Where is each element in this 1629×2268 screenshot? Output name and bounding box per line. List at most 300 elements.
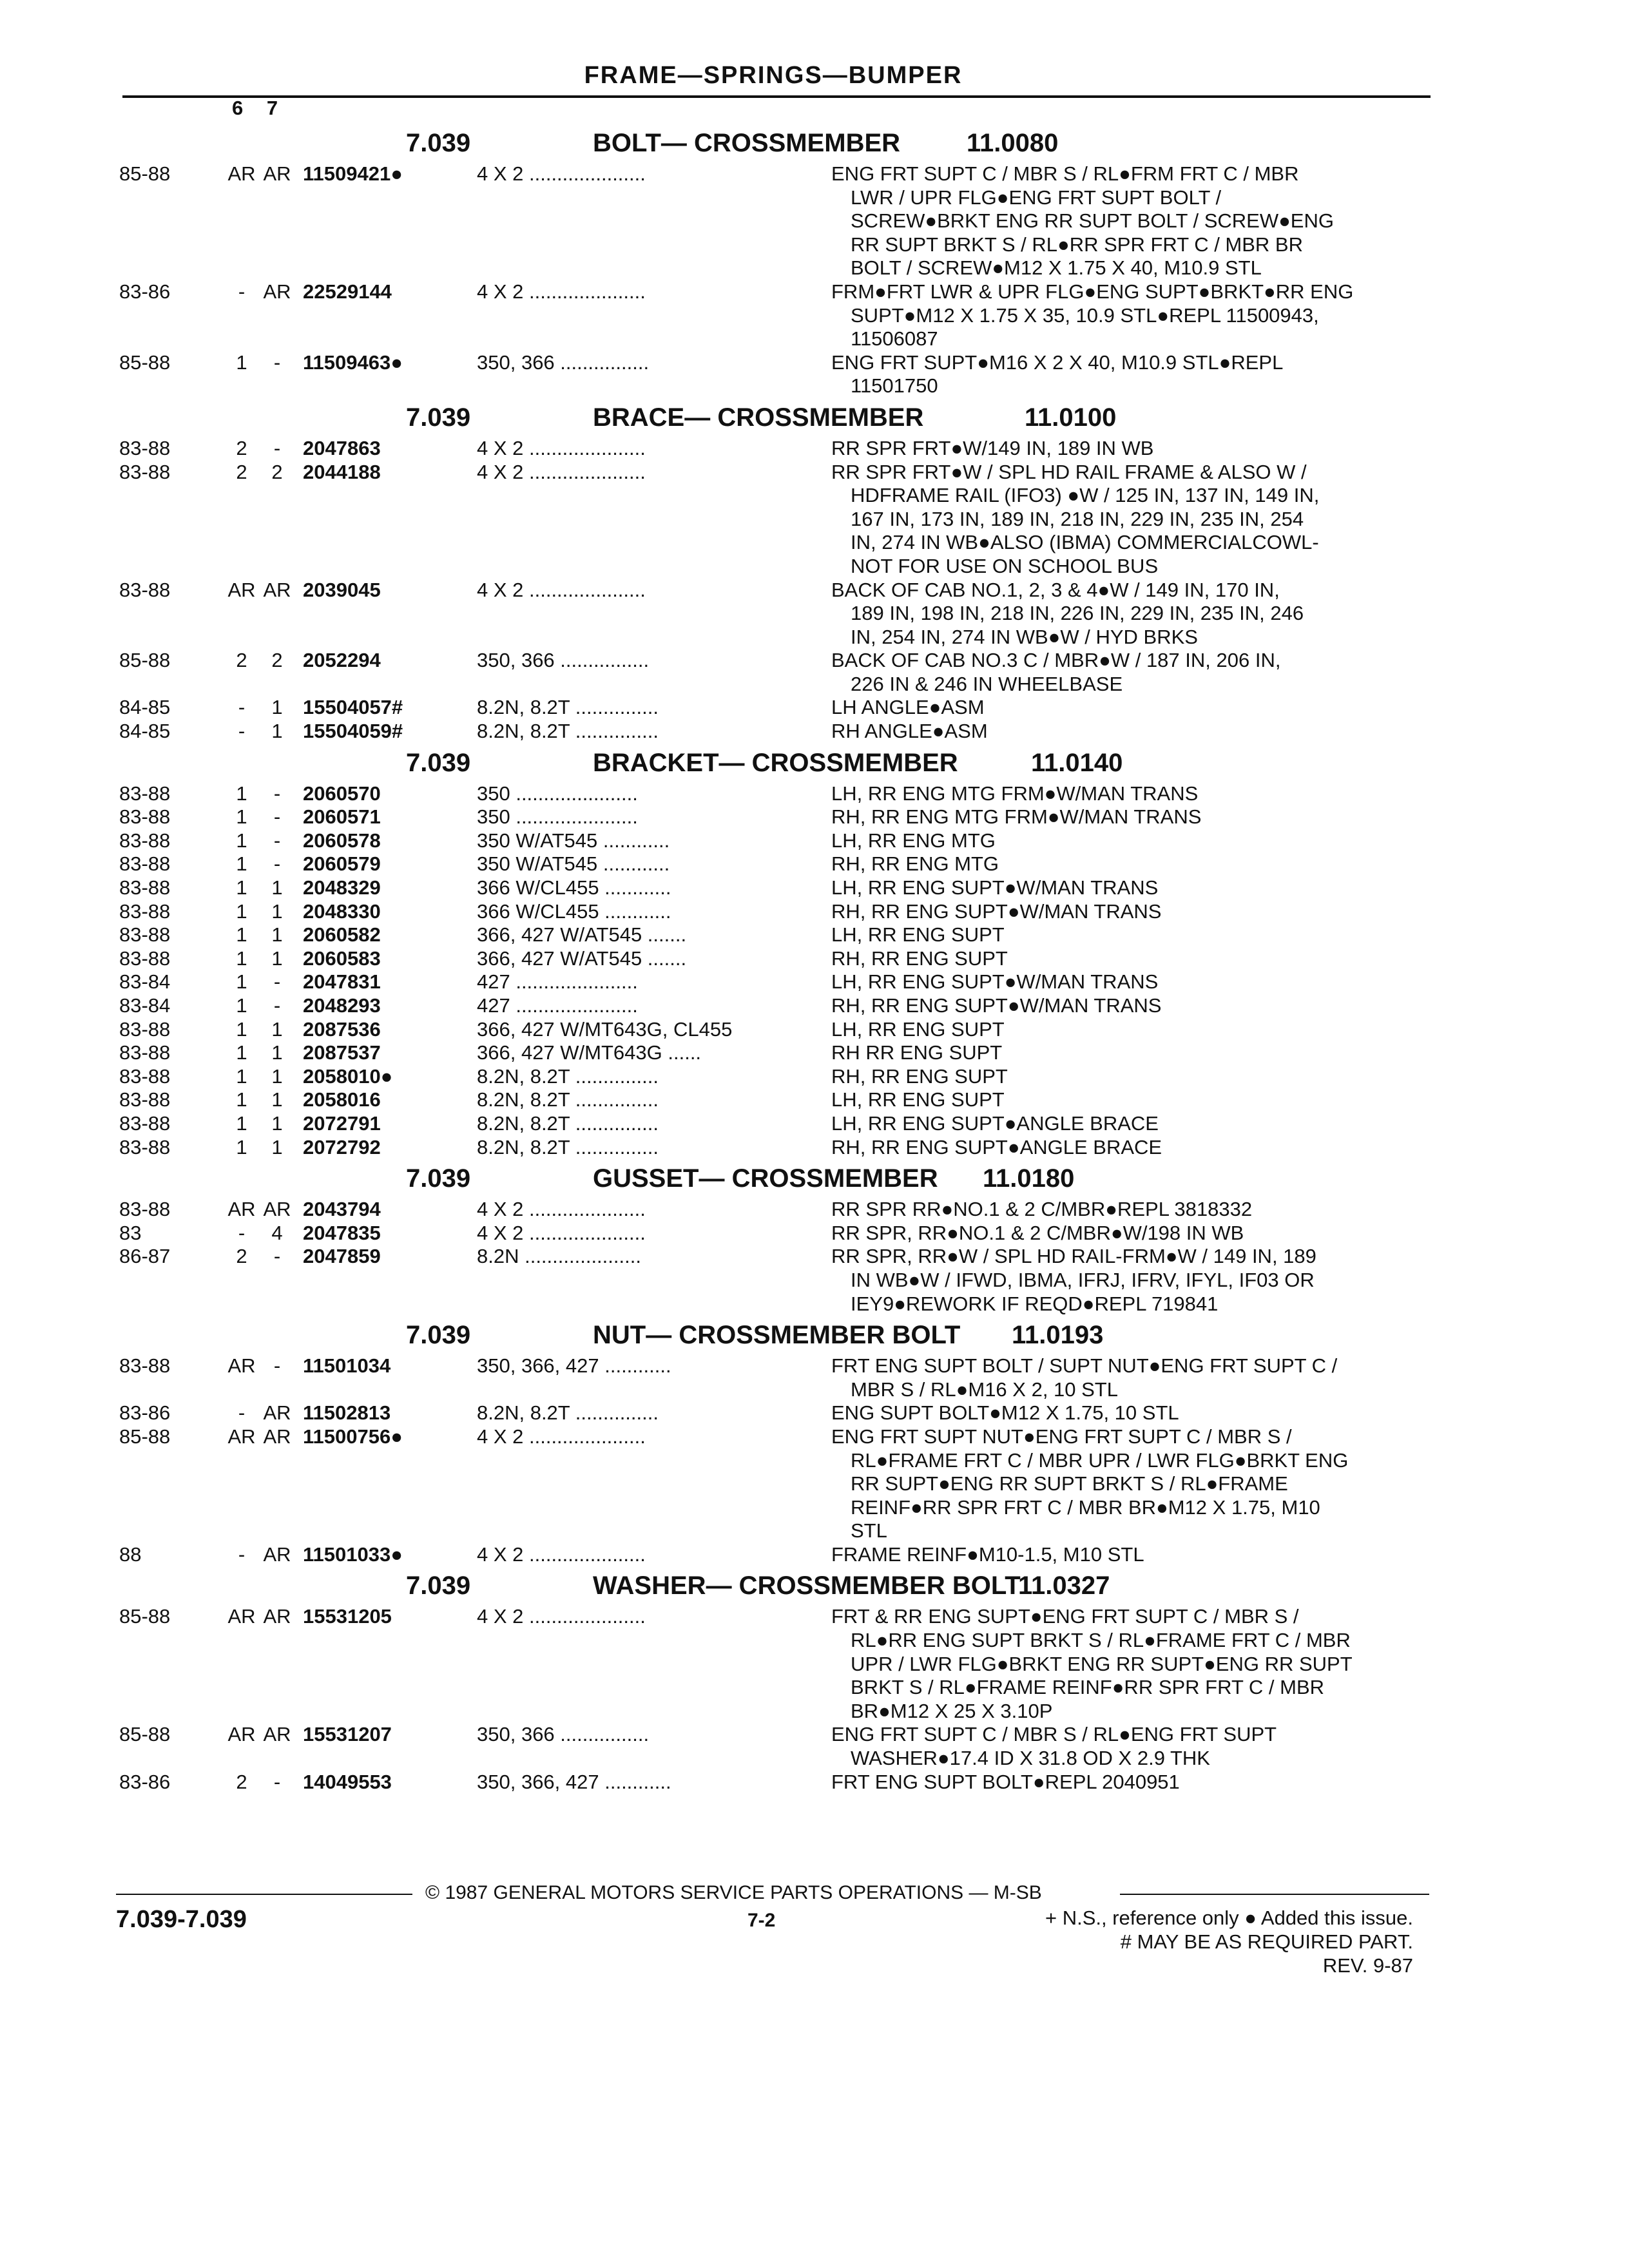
description bbox=[831, 829, 1450, 853]
part-number: 2087537 bbox=[303, 1041, 381, 1064]
part-row bbox=[0, 720, 1629, 744]
description bbox=[831, 994, 1450, 1018]
part-number: 15531207 bbox=[303, 1723, 392, 1746]
description-line: HDFRAME RAIL (IFO3) ●W / 125 IN, 137 IN, 149 IN, bbox=[851, 484, 1320, 507]
description-line: BOLT / SCREW●M12 X 1.75 X 40, M10.9 STL bbox=[851, 256, 1262, 280]
qty-series-7: 1 bbox=[271, 1111, 283, 1135]
description-line: NOT FOR USE ON SCHOOL BUS bbox=[851, 554, 1159, 577]
description-line: LH, RR ENG MTG FRM●W/MAN TRANS bbox=[831, 782, 1199, 805]
application: 366, 427 W/AT545 ....... bbox=[477, 923, 687, 947]
part-row bbox=[0, 1065, 1629, 1089]
description bbox=[831, 805, 1450, 829]
qty-series-7: AR bbox=[263, 1605, 291, 1628]
parts-list bbox=[0, 124, 1629, 1794]
qty-series-6: - bbox=[238, 1542, 246, 1566]
description-line: LH, RR ENG SUPT bbox=[831, 1017, 1005, 1041]
qty-series-7: AR bbox=[263, 578, 291, 601]
description-line: BACK OF CAB NO.1, 2, 3 & 4●W / 149 IN, 170 IN, bbox=[831, 578, 1280, 601]
description-line: RH, RR ENG SUPT●W/MAN TRANS bbox=[831, 899, 1162, 923]
part-row bbox=[0, 1723, 1629, 1770]
section-name: BRACKET— CROSSMEMBER bbox=[593, 748, 958, 777]
qty-series-7: 1 bbox=[271, 899, 283, 923]
footer-rule-left bbox=[116, 1894, 412, 1895]
qty-series-7: AR bbox=[263, 1198, 291, 1221]
application: 366, 427 W/AT545 ....... bbox=[477, 947, 687, 970]
part-number: 2048293 bbox=[303, 994, 381, 1017]
model-years: 83-88 bbox=[119, 1041, 171, 1064]
description-line: RR SPR, RR●W / SPL HD RAIL-FRM●W / 149 IN, 189 bbox=[831, 1245, 1316, 1268]
part-row bbox=[0, 1245, 1629, 1316]
description bbox=[831, 1401, 1450, 1425]
part-number: 2047863 bbox=[303, 436, 381, 459]
description bbox=[831, 947, 1450, 971]
part-row bbox=[0, 437, 1629, 461]
description-line: REINF●RR SPR FRT C / MBR BR●M12 X 1.75, M10 bbox=[851, 1495, 1320, 1519]
part-row bbox=[0, 947, 1629, 971]
description-line: IN, 254 IN, 274 IN WB●W / HYD BRKS bbox=[851, 625, 1198, 648]
qty-series-7: - bbox=[273, 829, 281, 852]
description-line: RR SUPT BRKT S / RL●RR SPR FRT C / MBR BR bbox=[851, 233, 1303, 256]
model-years: 83-88 bbox=[119, 923, 171, 947]
qty-series-7: - bbox=[273, 805, 281, 829]
model-years: 83-88 bbox=[119, 1135, 171, 1158]
part-number: 2060571 bbox=[303, 805, 381, 829]
model-years: 83-88 bbox=[119, 460, 171, 483]
qty-series-7: AR bbox=[263, 1542, 291, 1566]
description-line: LH, RR ENG MTG bbox=[831, 829, 996, 852]
qty-series-6: 2 bbox=[236, 436, 247, 459]
description bbox=[831, 876, 1450, 900]
qty-series-6: - bbox=[238, 280, 246, 303]
application: 350, 366 ................ bbox=[477, 1723, 650, 1746]
part-number: 2060570 bbox=[303, 782, 381, 805]
application: 4 X 2 ..................... bbox=[477, 1198, 646, 1221]
qty-series-7: - bbox=[273, 782, 281, 805]
part-row bbox=[0, 649, 1629, 696]
model-years: 83 bbox=[119, 1221, 142, 1244]
section-name: WASHER— CROSSMEMBER BOLT bbox=[593, 1571, 1021, 1600]
qty-series-6: 1 bbox=[236, 876, 247, 899]
application: 4 X 2 ..................... bbox=[477, 1605, 646, 1628]
qty-series-6: 2 bbox=[236, 1245, 247, 1268]
qty-series-7: - bbox=[273, 970, 281, 994]
section-name: NUT— CROSSMEMBER BOLT bbox=[593, 1321, 961, 1350]
description-line: 189 IN, 198 IN, 218 IN, 226 IN, 229 IN, 235 IN, 246 bbox=[851, 602, 1304, 625]
section-header bbox=[0, 1318, 1629, 1354]
description bbox=[831, 162, 1450, 280]
model-years: 83-88 bbox=[119, 829, 171, 852]
description-line: 11506087 bbox=[851, 327, 938, 351]
application: 350, 366, 427 ............ bbox=[477, 1770, 671, 1793]
part-number: 2039045 bbox=[303, 578, 381, 601]
qty-series-7: - bbox=[273, 436, 281, 459]
description-line: RL●FRAME FRT C / MBR UPR / LWR FLG●BRKT ENG bbox=[851, 1448, 1349, 1472]
qty-series-6: 1 bbox=[236, 351, 247, 374]
application: 4 X 2 ..................... bbox=[477, 578, 646, 601]
description-line: RH, RR ENG SUPT●ANGLE BRACE bbox=[831, 1135, 1162, 1158]
qty-series-6: 1 bbox=[236, 970, 247, 994]
description-line: SCREW●BRKT ENG RR SUPT BOLT / SCREW●ENG bbox=[851, 209, 1334, 233]
model-years: 83-88 bbox=[119, 899, 171, 923]
description-line: IEY9●REWORK IF REQD●REPL 719841 bbox=[851, 1292, 1219, 1315]
page-title: FRAME—SPRINGS—BUMPER bbox=[584, 62, 963, 89]
description-line: 226 IN & 246 IN WHEELBASE bbox=[851, 672, 1123, 695]
description-line: RR SPR RR●NO.1 & 2 C/MBR●REPL 3818332 bbox=[831, 1198, 1253, 1221]
description-line: FRT & RR ENG SUPT●ENG FRT SUPT C / MBR S / bbox=[831, 1605, 1299, 1628]
footer-notes bbox=[1045, 1906, 1413, 1977]
application: 8.2N ..................... bbox=[477, 1245, 641, 1268]
model-years: 85-88 bbox=[119, 1605, 171, 1628]
part-row bbox=[0, 782, 1629, 806]
part-row bbox=[0, 994, 1629, 1018]
description bbox=[831, 1605, 1450, 1723]
part-number: 2087536 bbox=[303, 1017, 381, 1041]
section-header bbox=[0, 746, 1629, 782]
description bbox=[831, 1425, 1450, 1543]
part-number: 2058016 bbox=[303, 1088, 381, 1111]
description bbox=[831, 1354, 1450, 1401]
qty-series-7: - bbox=[273, 1770, 281, 1793]
qty-series-7: - bbox=[273, 852, 281, 876]
qty-series-6: 1 bbox=[236, 1088, 247, 1111]
part-row bbox=[0, 852, 1629, 876]
part-number: 15504057# bbox=[303, 696, 403, 719]
description-line: RR SPR, RR●NO.1 & 2 C/MBR●W/198 IN WB bbox=[831, 1221, 1244, 1244]
description bbox=[831, 1543, 1450, 1567]
qty-series-6: 1 bbox=[236, 1111, 247, 1135]
header-rule bbox=[122, 95, 1431, 98]
part-row bbox=[0, 1136, 1629, 1160]
part-row bbox=[0, 900, 1629, 924]
qty-series-6: AR bbox=[227, 578, 256, 601]
description-line: UPR / LWR FLG●BRKT ENG RR SUPT●ENG RR SUPT bbox=[851, 1652, 1353, 1675]
application: 4 X 2 ..................... bbox=[477, 1542, 646, 1566]
description-line: BR●M12 X 25 X 3.10P bbox=[851, 1699, 1053, 1722]
description bbox=[831, 1245, 1450, 1316]
part-number: 2072792 bbox=[303, 1135, 381, 1158]
application: 350, 366, 427 ............ bbox=[477, 1354, 671, 1378]
part-number: 2052294 bbox=[303, 649, 381, 672]
part-number: 11502813 bbox=[303, 1401, 391, 1425]
qty-series-7: AR bbox=[263, 162, 291, 185]
part-row bbox=[0, 923, 1629, 947]
model-years: 83-86 bbox=[119, 1770, 171, 1793]
qty-series-7: 1 bbox=[271, 1088, 283, 1111]
model-years: 83-88 bbox=[119, 436, 171, 459]
application: 4 X 2 ..................... bbox=[477, 460, 646, 483]
part-number: 2047831 bbox=[303, 970, 381, 994]
part-row bbox=[0, 1018, 1629, 1042]
section-name: GUSSET— CROSSMEMBER bbox=[593, 1164, 938, 1193]
description bbox=[831, 461, 1450, 579]
part-row bbox=[0, 162, 1629, 280]
qty-series-7: - bbox=[273, 994, 281, 1017]
qty-series-6: 2 bbox=[236, 460, 247, 483]
application: 350 W/AT545 ............ bbox=[477, 829, 670, 852]
part-number: 2044188 bbox=[303, 460, 381, 483]
application: 4 X 2 ..................... bbox=[477, 1425, 646, 1448]
part-number: 2060579 bbox=[303, 852, 381, 876]
description bbox=[831, 649, 1450, 696]
part-row bbox=[0, 1222, 1629, 1245]
application: 8.2N, 8.2T ............... bbox=[477, 1064, 659, 1088]
model-years: 83-88 bbox=[119, 578, 171, 601]
qty-series-6: 1 bbox=[236, 852, 247, 876]
part-number: 2072791 bbox=[303, 1111, 381, 1135]
qty-series-7: - bbox=[273, 351, 281, 374]
application: 366, 427 W/MT643G ...... bbox=[477, 1041, 702, 1064]
description-line: RR SUPT●ENG RR SUPT BRKT S / RL●FRAME bbox=[851, 1472, 1288, 1495]
part-number: 11501034 bbox=[303, 1354, 391, 1378]
description bbox=[831, 1723, 1450, 1770]
qty-series-7: 1 bbox=[271, 876, 283, 899]
section-group-number: 7.039 bbox=[406, 1164, 471, 1193]
model-years: 83-86 bbox=[119, 280, 171, 303]
description-line: RH, RR ENG SUPT bbox=[831, 1064, 1008, 1088]
qty-series-6: 1 bbox=[236, 923, 247, 947]
application: 4 X 2 ..................... bbox=[477, 280, 646, 303]
qty-series-6: 1 bbox=[236, 899, 247, 923]
part-number: 11509463● bbox=[303, 351, 403, 374]
qty-series-7: - bbox=[273, 1245, 281, 1268]
description-line: RR SPR FRT●W/149 IN, 189 IN WB bbox=[831, 436, 1154, 459]
model-years: 85-88 bbox=[119, 649, 171, 672]
description-line: WASHER●17.4 ID X 31.8 OD X 2.9 THK bbox=[851, 1747, 1210, 1770]
description-line: BRKT S / RL●FRAME REINF●RR SPR FRT C / MBR bbox=[851, 1676, 1325, 1699]
qty-series-6: 1 bbox=[236, 805, 247, 829]
model-years: 83-88 bbox=[119, 1017, 171, 1041]
part-number: 2048330 bbox=[303, 899, 381, 923]
description-line: RH, RR ENG MTG FRM●W/MAN TRANS bbox=[831, 805, 1202, 829]
description-line: LH, RR ENG SUPT●W/MAN TRANS bbox=[831, 970, 1159, 994]
section-name: BRACE— CROSSMEMBER bbox=[593, 403, 924, 432]
qty-series-6: 2 bbox=[236, 649, 247, 672]
qty-series-7: 1 bbox=[271, 720, 283, 743]
description-line: IN, 274 IN WB●ALSO (IBMA) COMMERCIALCOWL- bbox=[851, 531, 1319, 554]
qty-series-6: 1 bbox=[236, 829, 247, 852]
model-years: 85-88 bbox=[119, 1425, 171, 1448]
model-years: 83-88 bbox=[119, 1088, 171, 1111]
section-group-number: 7.039 bbox=[406, 129, 471, 157]
qty-series-6: 1 bbox=[236, 1017, 247, 1041]
model-years: 84-85 bbox=[119, 720, 171, 743]
description bbox=[831, 280, 1450, 351]
part-row bbox=[0, 970, 1629, 994]
qty-series-6: 1 bbox=[236, 1064, 247, 1088]
part-row bbox=[0, 1425, 1629, 1543]
part-row bbox=[0, 1198, 1629, 1222]
qty-series-6: - bbox=[238, 1401, 246, 1425]
model-years: 83-84 bbox=[119, 994, 171, 1017]
description-line: BACK OF CAB NO.3 C / MBR●W / 187 IN, 206 IN, bbox=[831, 649, 1281, 672]
qty-series-6: AR bbox=[227, 162, 256, 185]
part-row bbox=[0, 1354, 1629, 1401]
application: 427 ...................... bbox=[477, 994, 638, 1017]
section-code: 11.0080 bbox=[967, 129, 1059, 157]
section-header bbox=[0, 401, 1629, 437]
qty-series-6: 2 bbox=[236, 1770, 247, 1793]
section-group-number: 7.039 bbox=[406, 403, 471, 432]
model-years: 83-88 bbox=[119, 947, 171, 970]
qty-series-6: - bbox=[238, 696, 246, 719]
part-row bbox=[0, 1112, 1629, 1136]
section-group-number: 7.039 bbox=[406, 748, 471, 777]
description-line: LH, RR ENG SUPT●ANGLE BRACE bbox=[831, 1111, 1159, 1135]
model-years: 83-88 bbox=[119, 805, 171, 829]
description-line: SUPT●M12 X 1.75 X 35, 10.9 STL●REPL 11500943, bbox=[851, 303, 1319, 327]
description-line: STL bbox=[851, 1519, 887, 1542]
application: 350 W/AT545 ............ bbox=[477, 852, 670, 876]
part-number: 2047835 bbox=[303, 1221, 381, 1244]
part-number: 15504059# bbox=[303, 720, 403, 743]
description-line: RL●RR ENG SUPT BRKT S / RL●FRAME FRT C / MBR bbox=[851, 1629, 1351, 1652]
part-number: 15531205 bbox=[303, 1605, 392, 1628]
application: 8.2N, 8.2T ............... bbox=[477, 1111, 659, 1135]
description bbox=[831, 1136, 1450, 1160]
section-header bbox=[0, 126, 1629, 162]
description-line: LH, RR ENG SUPT bbox=[831, 1088, 1005, 1111]
qty-series-7: 1 bbox=[271, 696, 283, 719]
qty-series-7: AR bbox=[263, 1723, 291, 1746]
part-number: 2048329 bbox=[303, 876, 381, 899]
qty-series-6: AR bbox=[227, 1425, 256, 1448]
description bbox=[831, 1222, 1450, 1245]
qty-series-7: AR bbox=[263, 280, 291, 303]
part-number: 11509421● bbox=[303, 162, 403, 185]
part-number: 14049553 bbox=[303, 1770, 392, 1793]
model-years: 83-88 bbox=[119, 782, 171, 805]
description-line: ENG FRT SUPT C / MBR S / RL●ENG FRT SUPT bbox=[831, 1723, 1277, 1746]
model-years: 83-86 bbox=[119, 1401, 171, 1425]
description-line: LH ANGLE●ASM bbox=[831, 696, 985, 719]
application: 8.2N, 8.2T ............... bbox=[477, 720, 659, 743]
qty-series-7: AR bbox=[263, 1401, 291, 1425]
description-line: ENG SUPT BOLT●M12 X 1.75, 10 STL bbox=[831, 1401, 1179, 1425]
model-years: 83-88 bbox=[119, 1198, 171, 1221]
footer-note-ns: + N.S., reference only ● Added this issue. bbox=[1045, 1907, 1413, 1929]
description bbox=[831, 1112, 1450, 1136]
description-line: FRT ENG SUPT BOLT●REPL 2040951 bbox=[831, 1770, 1180, 1793]
application: 350 ...................... bbox=[477, 782, 638, 805]
section-code: 11.0327 bbox=[1018, 1571, 1110, 1600]
description-line: RR SPR FRT●W / SPL HD RAIL FRAME & ALSO W / bbox=[831, 460, 1307, 483]
description-line: 11501750 bbox=[851, 374, 938, 398]
description bbox=[831, 1088, 1450, 1112]
section-group-number: 7.039 bbox=[406, 1571, 471, 1600]
part-number: 11500756● bbox=[303, 1425, 403, 1448]
part-row bbox=[0, 351, 1629, 398]
section-header bbox=[0, 1162, 1629, 1198]
description-line: RH, RR ENG SUPT bbox=[831, 947, 1008, 970]
qty-series-7: 1 bbox=[271, 1017, 283, 1041]
application: 350, 366 ................ bbox=[477, 649, 650, 672]
section-code: 11.0193 bbox=[1012, 1321, 1104, 1350]
footer-page-number: 7-2 bbox=[747, 1910, 776, 1931]
model-years: 83-88 bbox=[119, 1064, 171, 1088]
part-number: 2058010● bbox=[303, 1064, 393, 1088]
model-years: 88 bbox=[119, 1542, 142, 1566]
qty-series-6: AR bbox=[227, 1198, 256, 1221]
description-line: ENG FRT SUPT NUT●ENG FRT SUPT C / MBR S / bbox=[831, 1425, 1292, 1448]
part-number: 2060583 bbox=[303, 947, 381, 970]
description-line: ENG FRT SUPT C / MBR S / RL●FRM FRT C / MBR bbox=[831, 162, 1299, 185]
footer-page-range: 7.039-7.039 bbox=[116, 1906, 247, 1933]
part-row bbox=[0, 876, 1629, 900]
qty-series-7: 2 bbox=[271, 460, 283, 483]
part-number: 11501033● bbox=[303, 1542, 403, 1566]
part-row bbox=[0, 579, 1629, 649]
description-line: RH RR ENG SUPT bbox=[831, 1041, 1003, 1064]
description-line: LH, RR ENG SUPT bbox=[831, 923, 1005, 947]
qty-series-6: AR bbox=[227, 1605, 256, 1628]
description bbox=[831, 1771, 1450, 1794]
qty-series-6: 1 bbox=[236, 1041, 247, 1064]
qty-series-6: - bbox=[238, 1221, 246, 1244]
part-row bbox=[0, 696, 1629, 720]
application: 366, 427 W/MT643G, CL455 bbox=[477, 1017, 733, 1041]
part-row bbox=[0, 805, 1629, 829]
model-years: 83-88 bbox=[119, 852, 171, 876]
part-row bbox=[0, 1401, 1629, 1425]
qty-series-6: 1 bbox=[236, 1135, 247, 1158]
description-line: 167 IN, 173 IN, 189 IN, 218 IN, 229 IN, 235 IN, 254 bbox=[851, 507, 1304, 530]
section-code: 11.0140 bbox=[1031, 748, 1123, 777]
application: 8.2N, 8.2T ............... bbox=[477, 1088, 659, 1111]
application: 366 W/CL455 ............ bbox=[477, 876, 671, 899]
qty-series-7: - bbox=[273, 1354, 281, 1378]
description-line: IN WB●W / IFWD, IBMA, IFRJ, IFRV, IFYL, IF03 OR bbox=[851, 1268, 1315, 1291]
footer-revision: REV. 9-87 bbox=[1322, 1954, 1413, 1977]
description-line: MBR S / RL●M16 X 2, 10 STL bbox=[851, 1378, 1118, 1401]
model-years: 84-85 bbox=[119, 696, 171, 719]
description bbox=[831, 852, 1450, 876]
description bbox=[831, 1018, 1450, 1042]
description-line: RH ANGLE●ASM bbox=[831, 720, 988, 743]
qty-series-7: 1 bbox=[271, 1135, 283, 1158]
part-number: 2060582 bbox=[303, 923, 381, 947]
description-line: ENG FRT SUPT●M16 X 2 X 40, M10.9 STL●REPL bbox=[831, 351, 1284, 374]
footer-copyright: © 1987 GENERAL MOTORS SERVICE PARTS OPERATIONS — M-SB bbox=[425, 1882, 1042, 1903]
part-number: 22529144 bbox=[303, 280, 392, 303]
model-years: 85-88 bbox=[119, 351, 171, 374]
part-row bbox=[0, 280, 1629, 351]
qty-series-7: 1 bbox=[271, 923, 283, 947]
application: 4 X 2 ..................... bbox=[477, 162, 646, 185]
application: 4 X 2 ..................... bbox=[477, 436, 646, 459]
description-line: FRM●FRT LWR & UPR FLG●ENG SUPT●BRKT●RR ENG bbox=[831, 280, 1354, 303]
section-code: 11.0100 bbox=[1025, 403, 1117, 432]
model-years: 85-88 bbox=[119, 1723, 171, 1746]
section-name: BOLT— CROSSMEMBER bbox=[593, 129, 901, 157]
description bbox=[831, 1198, 1450, 1222]
qty-series-7: 2 bbox=[271, 649, 283, 672]
description bbox=[831, 351, 1450, 398]
description-line: RH, RR ENG SUPT●W/MAN TRANS bbox=[831, 994, 1162, 1017]
qty-series-6: 1 bbox=[236, 994, 247, 1017]
application: 8.2N, 8.2T ............... bbox=[477, 1401, 659, 1425]
part-number: 2047859 bbox=[303, 1245, 381, 1268]
qty-series-7: 4 bbox=[271, 1221, 283, 1244]
part-row bbox=[0, 1771, 1629, 1794]
application: 427 ...................... bbox=[477, 970, 638, 994]
section-group-number: 7.039 bbox=[406, 1321, 471, 1350]
application: 366 W/CL455 ............ bbox=[477, 899, 671, 923]
description bbox=[831, 782, 1450, 806]
model-years: 83-88 bbox=[119, 1354, 171, 1378]
description bbox=[831, 696, 1450, 720]
description-line: LWR / UPR FLG●ENG FRT SUPT BOLT / bbox=[851, 186, 1222, 209]
qty-series-6: - bbox=[238, 720, 246, 743]
